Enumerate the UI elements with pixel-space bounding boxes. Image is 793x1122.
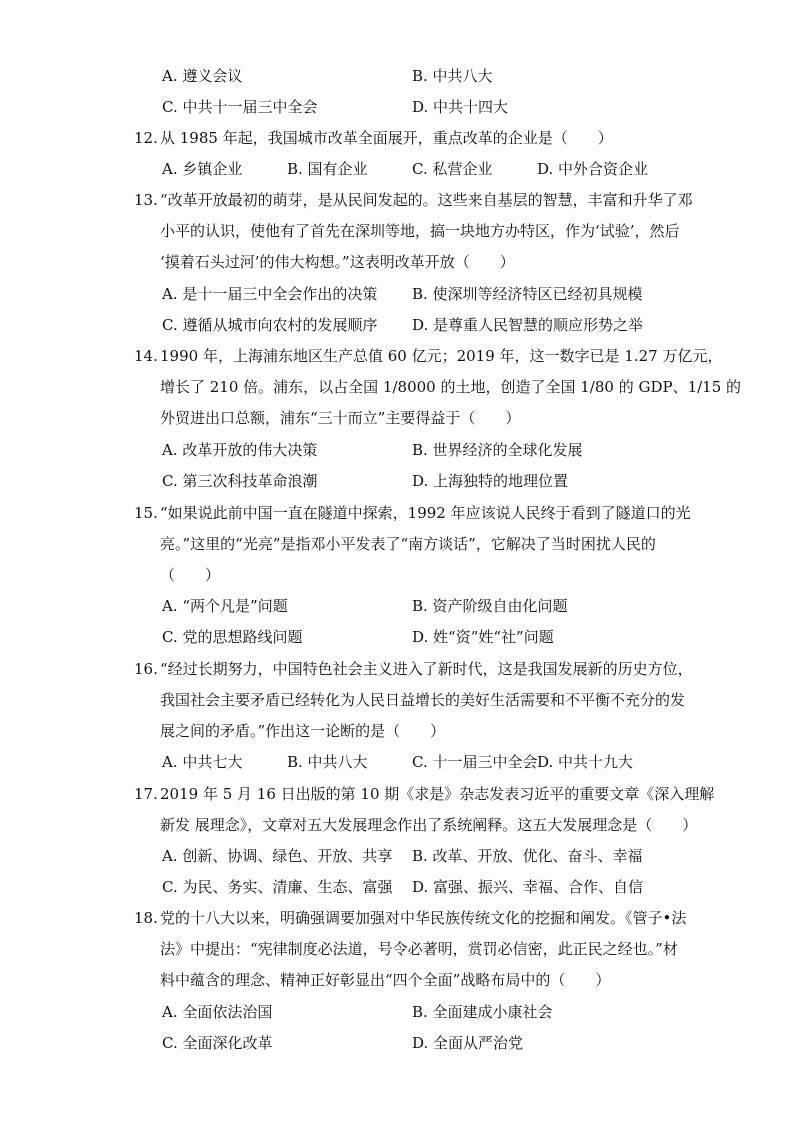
q14-stem-line: 增长了 210 倍。浦东，以占全国 1/8000 的土地，创造了全国 1/80 的 GDP、1/15 的	[160, 378, 742, 396]
q12-stem-line: 从 1985 年起，我国城市改革全面展开，重点改革的企业是（ ）	[160, 129, 613, 147]
q15-option-b: B. 资产阶级自由化问题	[412, 597, 568, 615]
q15-option-c: C. 党的思想路线问题	[162, 628, 303, 646]
q17-number: 17.	[134, 785, 158, 803]
q16-stem-line: 我国社会主要矛盾已经转化为人民日益增长的美好生活需要和不平衡不充分的发	[160, 691, 686, 709]
q11-option-a: A. 遵义会议	[162, 67, 243, 85]
q16-option-d: D. 中共十九大	[537, 753, 634, 771]
q18-option-a: A. 全面依法治国	[162, 1003, 273, 1021]
q18-stem-line: 料中蕴含的理念、精神正好彰显出“四个全面”战略布局中的（ ）	[160, 971, 611, 989]
q14-stem-line: 外贸进出口总额，浦东“三十而立”主要得益于（ ）	[160, 409, 521, 427]
q17-option-d: D. 富强、振兴、幸福、合作、自信	[412, 878, 644, 896]
q13-number: 13.	[134, 191, 158, 209]
q16-stem-line: “经过长期努力，中国特色社会主义进入了新时代，这是我国发展新的历史方位，	[160, 660, 693, 678]
q17-stem-line: 2019 年 5 月 16 日出版的第 10 期《求是》杂志发表习近平的重要文章《深入理解	[160, 785, 715, 803]
q14-option-c: C. 第三次科技革命浪潮	[162, 472, 318, 490]
q13-stem-line: “改革开放最初的萌芽，是从民间发起的。这些来自基层的智慧，丰富和升华了邓	[160, 191, 693, 209]
q18-stem-line: 党的十八大以来，明确强调要加强对中华民族传统文化的挖掘和阐发。《管子•法	[160, 909, 687, 927]
q14-stem-line: 1990 年，上海浦东地区生产总值 60 亿元；2019 年，这一数字已是 1.27 万亿元，	[160, 347, 723, 365]
q11-option-c: C. 中共十一届三中全会	[162, 98, 318, 116]
q13-option-d: D. 是尊重人民智慧的顺应形势之举	[412, 316, 644, 334]
q18-option-d: D. 全面从严治党	[412, 1034, 524, 1052]
q18-option-c: C. 全面深化改革	[162, 1034, 273, 1052]
q14-option-b: B. 世界经济的全球化发展	[412, 441, 583, 459]
q11-option-d: D. 中共十四大	[412, 98, 509, 116]
q14-option-d: D. 上海独特的地理位置	[412, 472, 569, 490]
q12-option-d: D. 中外合资企业	[537, 160, 649, 178]
q16-option-b: B. 中共八大	[287, 753, 368, 771]
q14-number: 14.	[134, 347, 158, 365]
q15-number: 15.	[134, 504, 158, 522]
q16-stem-line: 展之间的矛盾。”作出这一论断的是（ ）	[160, 722, 446, 740]
q13-option-c: C. 遵循从城市向农村的发展顺序	[162, 316, 378, 334]
q12-option-b: B. 国有企业	[287, 160, 368, 178]
q15-option-a: A. “两个凡是”问题	[162, 597, 288, 615]
q18-option-b: B. 全面建成小康社会	[412, 1003, 553, 1021]
q15-stem-line: “如果说此前中国一直在隧道中探索，1992 年应该说人民终于看到了隧道口的光	[160, 504, 691, 522]
q17-option-a: A. 创新、协调、绿色、开放、共享	[162, 847, 393, 865]
q18-stem-line: 法》中提出：“宪律制度必法道，号令必著明，赏罚必信密，此正民之经也。”材	[160, 940, 678, 958]
q18-number: 18.	[134, 909, 158, 927]
q13-stem-line: 小平的认识，使他有了首先在深圳等地，搞一块地方办特区，作为‘试验’，然后	[160, 222, 680, 240]
q15-stem-line: 亮。”这里的“光亮”是指邓小平发表了“南方谈话”，它解决了当时困扰人民的	[160, 535, 656, 553]
q16-number: 16.	[134, 660, 158, 678]
q17-option-b: B. 改革、开放、优化、奋斗、幸福	[412, 847, 643, 865]
q12-number: 12.	[134, 129, 158, 147]
q15-stem-line: （ ）	[160, 566, 221, 584]
q17-stem-line: 新发 展理念》，文章对五大发展理念作出了系统阐释。这五大发展理念是（ ）	[160, 816, 698, 834]
q13-option-a: A. 是十一届三中全会作出的决策	[162, 285, 378, 303]
q13-stem-line: ‘摸着石头过河’的伟大构想。”这表明改革开放（ ）	[160, 253, 515, 271]
q15-option-d: D. 姓“资”姓“社”问题	[412, 628, 554, 646]
q13-option-b: B. 使深圳等经济特区已经初具规模	[412, 285, 643, 303]
q17-option-c: C. 为民、务实、清廉、生态、富强	[162, 878, 393, 896]
q12-option-a: A. 乡镇企业	[162, 160, 243, 178]
q11-option-b: B. 中共八大	[412, 67, 493, 85]
q14-option-a: A. 改革开放的伟大决策	[162, 441, 318, 459]
q16-option-c: C. 十一届三中全会	[412, 753, 538, 771]
q16-option-a: A. 中共七大	[162, 753, 243, 771]
q12-option-c: C. 私营企业	[412, 160, 493, 178]
